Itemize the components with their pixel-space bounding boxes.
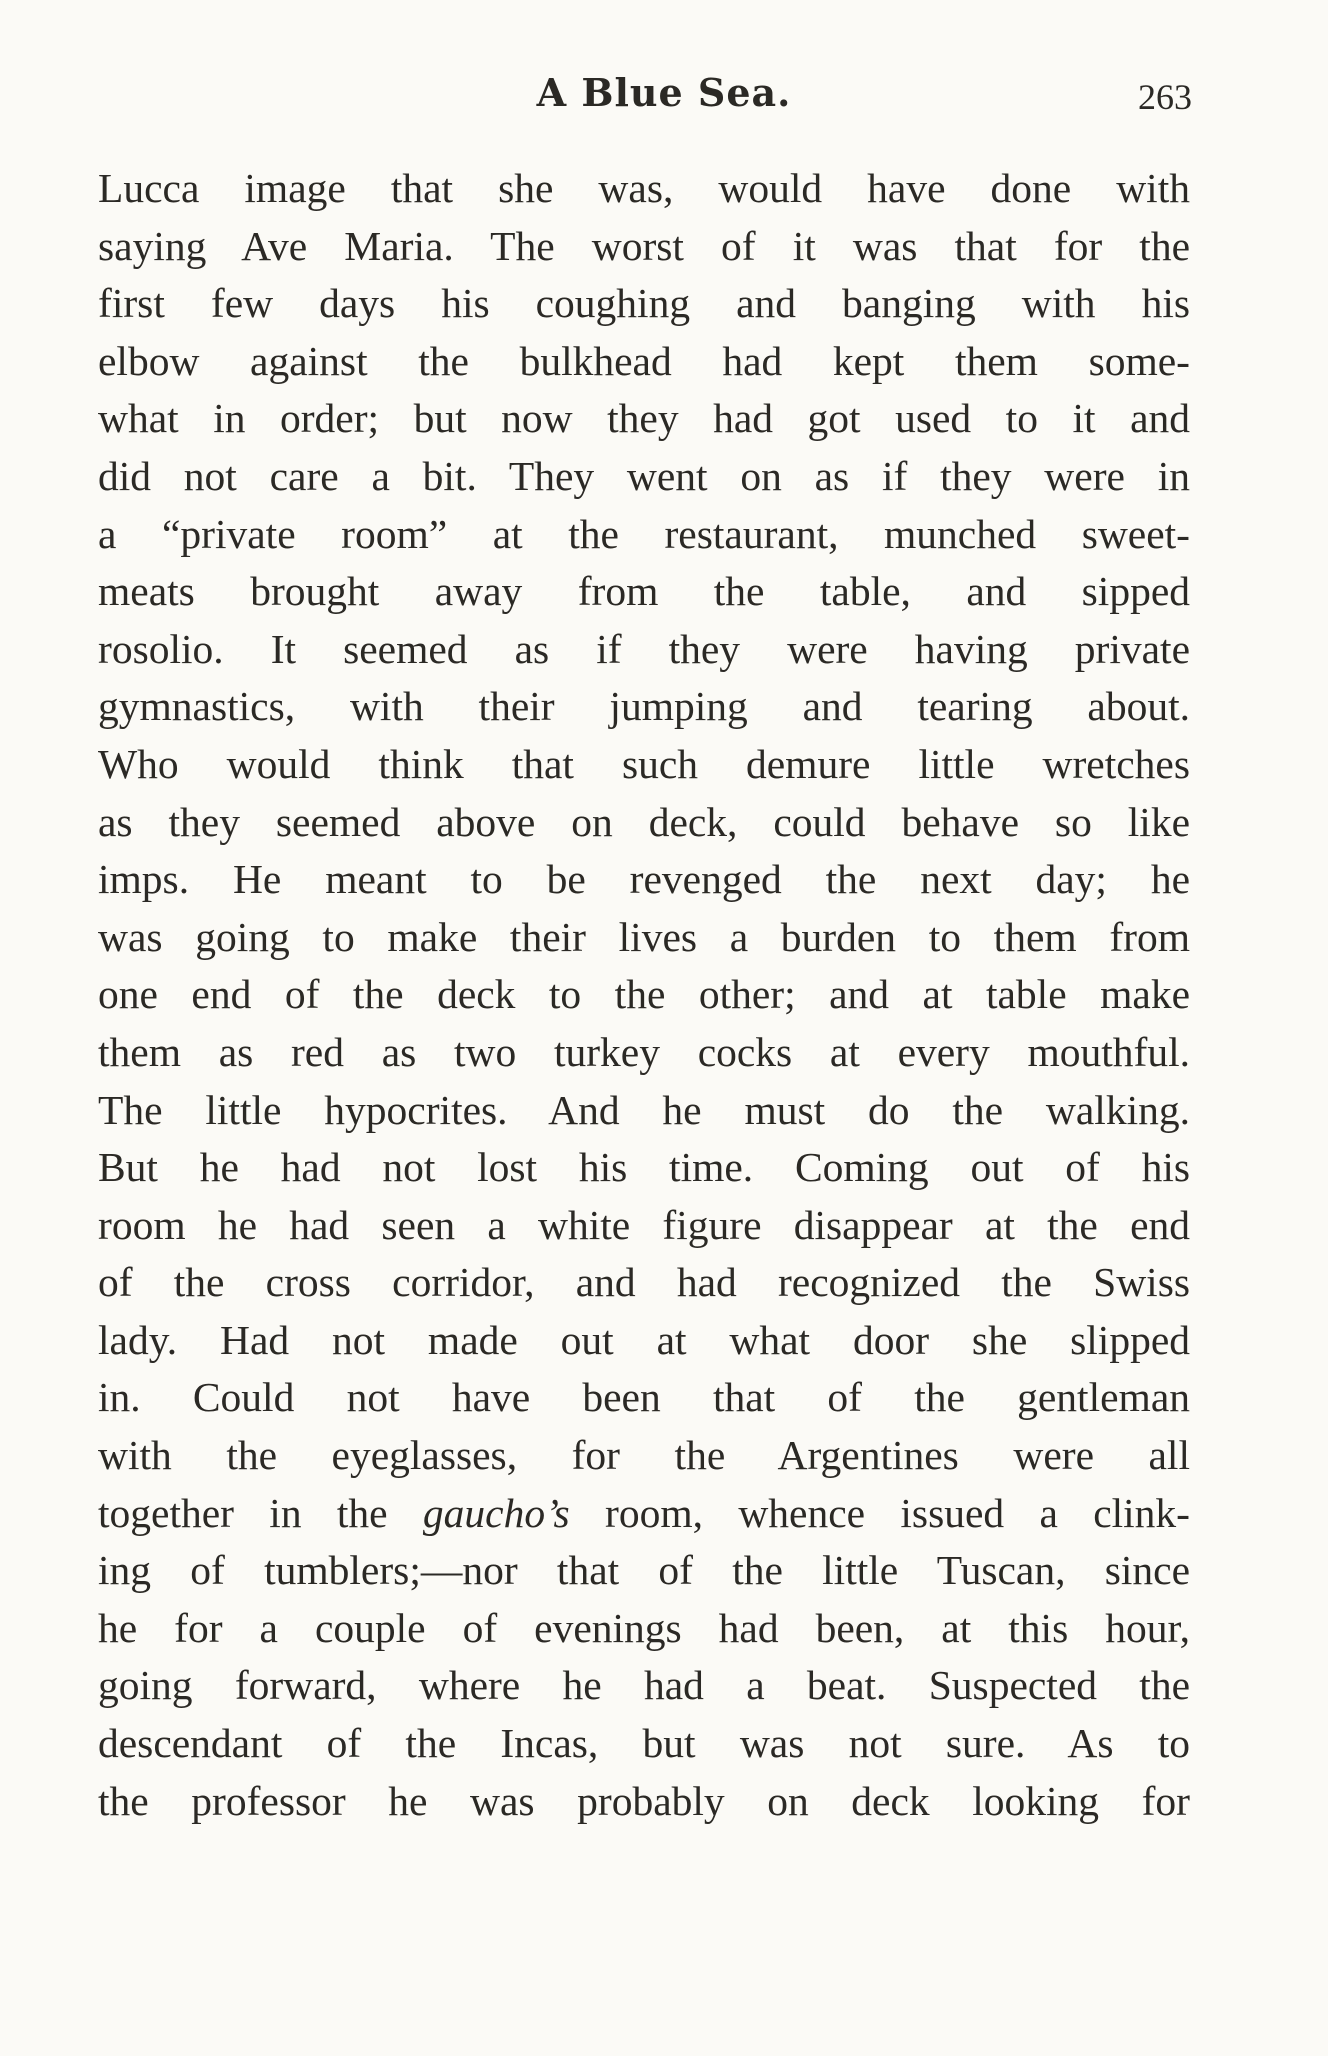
text-line: did not care a bit. They went on as if they were in xyxy=(98,452,1190,499)
text-line: elbow against the bulkhead had kept them some- xyxy=(98,337,1190,384)
page-number: 263 xyxy=(1138,77,1192,117)
text-line: going forward, where he had a beat. Suspected the xyxy=(98,1662,1190,1709)
text-line: with the eyeglasses, for the Argentines were all xyxy=(98,1432,1190,1479)
text-line: imps. He meant to be revenged the next day; he xyxy=(98,856,1190,903)
text-line: the professor he was probably on deck looking for xyxy=(98,1777,1190,1824)
text-line: a “private room” at the restaurant, munched sweet- xyxy=(98,510,1190,557)
text-line: descendant of the Incas, but was not sure. As to xyxy=(98,1720,1190,1767)
text-segment: room, whence issued a clink- xyxy=(569,1489,1190,1536)
text-line: meats brought away from the table, and sipped xyxy=(98,568,1190,615)
text-line: of the cross corridor, and had recognized the Swiss xyxy=(98,1259,1190,1306)
text-line: saying Ave Maria. The worst of it was that for the xyxy=(98,222,1190,269)
text-line: them as red as two turkey cocks at every mouthful. xyxy=(98,1028,1190,1075)
text-line: first few days his coughing and banging with his xyxy=(98,280,1190,327)
text-line-with-italic xyxy=(98,1485,1190,1543)
text-line: he for a couple of evenings had been, at this hour, xyxy=(98,1604,1190,1651)
text-line: in. Could not have been that of the gentleman xyxy=(98,1374,1190,1421)
text-line: But he had not lost his time. Coming out of his xyxy=(98,1144,1190,1191)
italic-word: gaucho’s xyxy=(422,1489,570,1536)
text-line: ing of tumblers;—nor that of the little Tuscan, since xyxy=(98,1547,1190,1594)
text-line: lady. Had not made out at what door she slipped xyxy=(98,1316,1190,1363)
text-line: The little hypocrites. And he must do the walking. xyxy=(98,1086,1190,1133)
text-line: Lucca image that she was, would have done with xyxy=(98,165,1190,211)
text-line: Who would think that such demure little wretches xyxy=(98,740,1190,787)
body-text xyxy=(98,160,1190,1830)
text-line: was going to make their lives a burden to them from xyxy=(98,913,1190,960)
running-head xyxy=(0,62,1328,122)
text-line: what in order; but now they had got used to it and xyxy=(98,395,1190,442)
running-title: A Blue Sea. xyxy=(536,70,792,115)
text-segment: together in the xyxy=(98,1489,423,1536)
text-line: rosolio. It seemed as if they were having private xyxy=(98,625,1190,672)
text-line: room he had seen a white figure disappear at the end xyxy=(98,1201,1190,1248)
text-line: as they seemed above on deck, could behave so like xyxy=(98,798,1190,845)
text-line: gymnastics, with their jumping and tearing about. xyxy=(98,683,1190,730)
text-line: one end of the deck to the other; and at table make xyxy=(98,971,1190,1018)
